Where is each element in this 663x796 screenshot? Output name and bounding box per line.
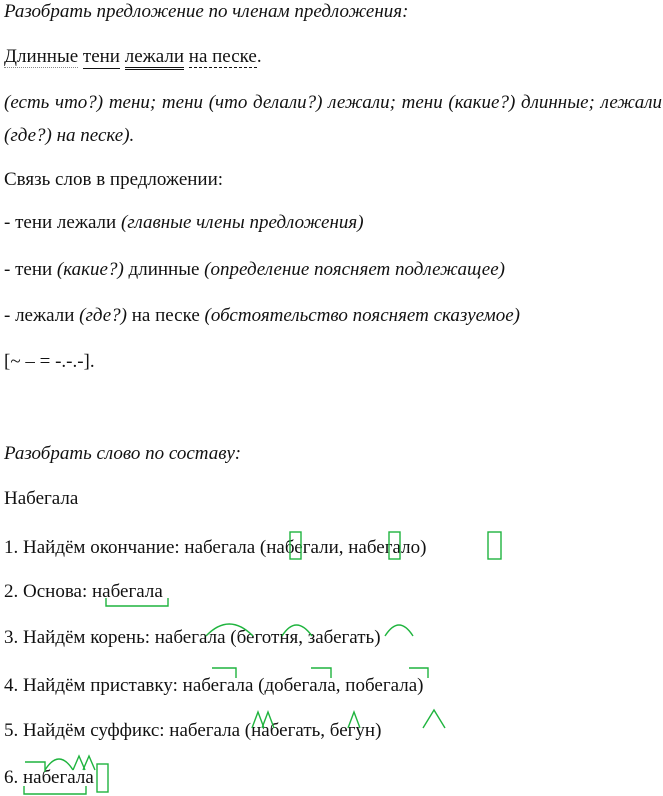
sentence-attribute: Длинные bbox=[4, 46, 79, 67]
sentence-subject: тени bbox=[82, 46, 120, 67]
prefix-bracket bbox=[311, 668, 331, 678]
link-words: длинные bbox=[123, 259, 205, 280]
step-ending: 1. Найдём окончание: набегала (набегали, набегало) bbox=[4, 537, 427, 558]
prefix-bracket bbox=[212, 668, 236, 678]
root-arc bbox=[45, 759, 73, 770]
ending-box bbox=[97, 764, 108, 792]
links-title: Связь слов в предложении: bbox=[4, 169, 224, 190]
ending-box bbox=[389, 532, 400, 559]
suffix-caret bbox=[348, 712, 360, 728]
link-note: (обстоятельство поясняет сказуемое) bbox=[204, 305, 520, 326]
link-note: (главные члены предложения) bbox=[120, 212, 364, 233]
link-words: - тени лежали bbox=[4, 212, 121, 233]
stem-bracket bbox=[106, 598, 168, 606]
root-arc bbox=[206, 624, 253, 636]
word-analysis-heading: Разобрать слово по составу: bbox=[4, 443, 242, 464]
step-stem: 2. Основа: набегала bbox=[4, 581, 163, 602]
step-root: 3. Найдём корень: набегала (беготня, забегать) bbox=[4, 627, 381, 648]
ending-box bbox=[290, 532, 301, 559]
ending-box bbox=[488, 532, 501, 559]
sentence-explanation: (есть что?) тени; тени (что делали?) лежали; тени (какие?) длинные; лежали (где?) на песке). bbox=[4, 92, 662, 146]
root-arc bbox=[282, 625, 312, 636]
link-question: (какие?) bbox=[56, 259, 124, 280]
sentence-analysis-heading: Разобрать предложение по членам предложения: bbox=[4, 1, 409, 22]
link-note: (определение поясняет подлежащее) bbox=[204, 259, 505, 280]
link-words: - лежали bbox=[4, 305, 80, 326]
link-words: на песке bbox=[126, 305, 205, 326]
step-prefix: 4. Найдём приставку: набегала (добегала, побегала) bbox=[4, 675, 424, 696]
step-full-analysis: 6. набегала bbox=[4, 767, 94, 788]
prefix-bracket bbox=[25, 762, 45, 772]
root-arc bbox=[385, 625, 413, 636]
link-question: (где?) bbox=[79, 305, 127, 326]
prefix-bracket bbox=[409, 668, 428, 678]
stem-bracket bbox=[24, 786, 86, 794]
step-suffix: 5. Найдём суффикс: набегала (набегать, бегун) bbox=[4, 720, 382, 741]
suffix-caret bbox=[423, 710, 445, 728]
sentence-adverbial: на песке bbox=[188, 46, 257, 67]
sentence-period: . bbox=[256, 46, 262, 67]
sentence-scheme: [~ ‒ = -.-.-]. bbox=[4, 351, 95, 372]
sentence-predicate: лежали bbox=[125, 46, 184, 70]
link-words: - тени bbox=[4, 259, 57, 280]
analyzed-word: Набегала bbox=[4, 488, 79, 509]
